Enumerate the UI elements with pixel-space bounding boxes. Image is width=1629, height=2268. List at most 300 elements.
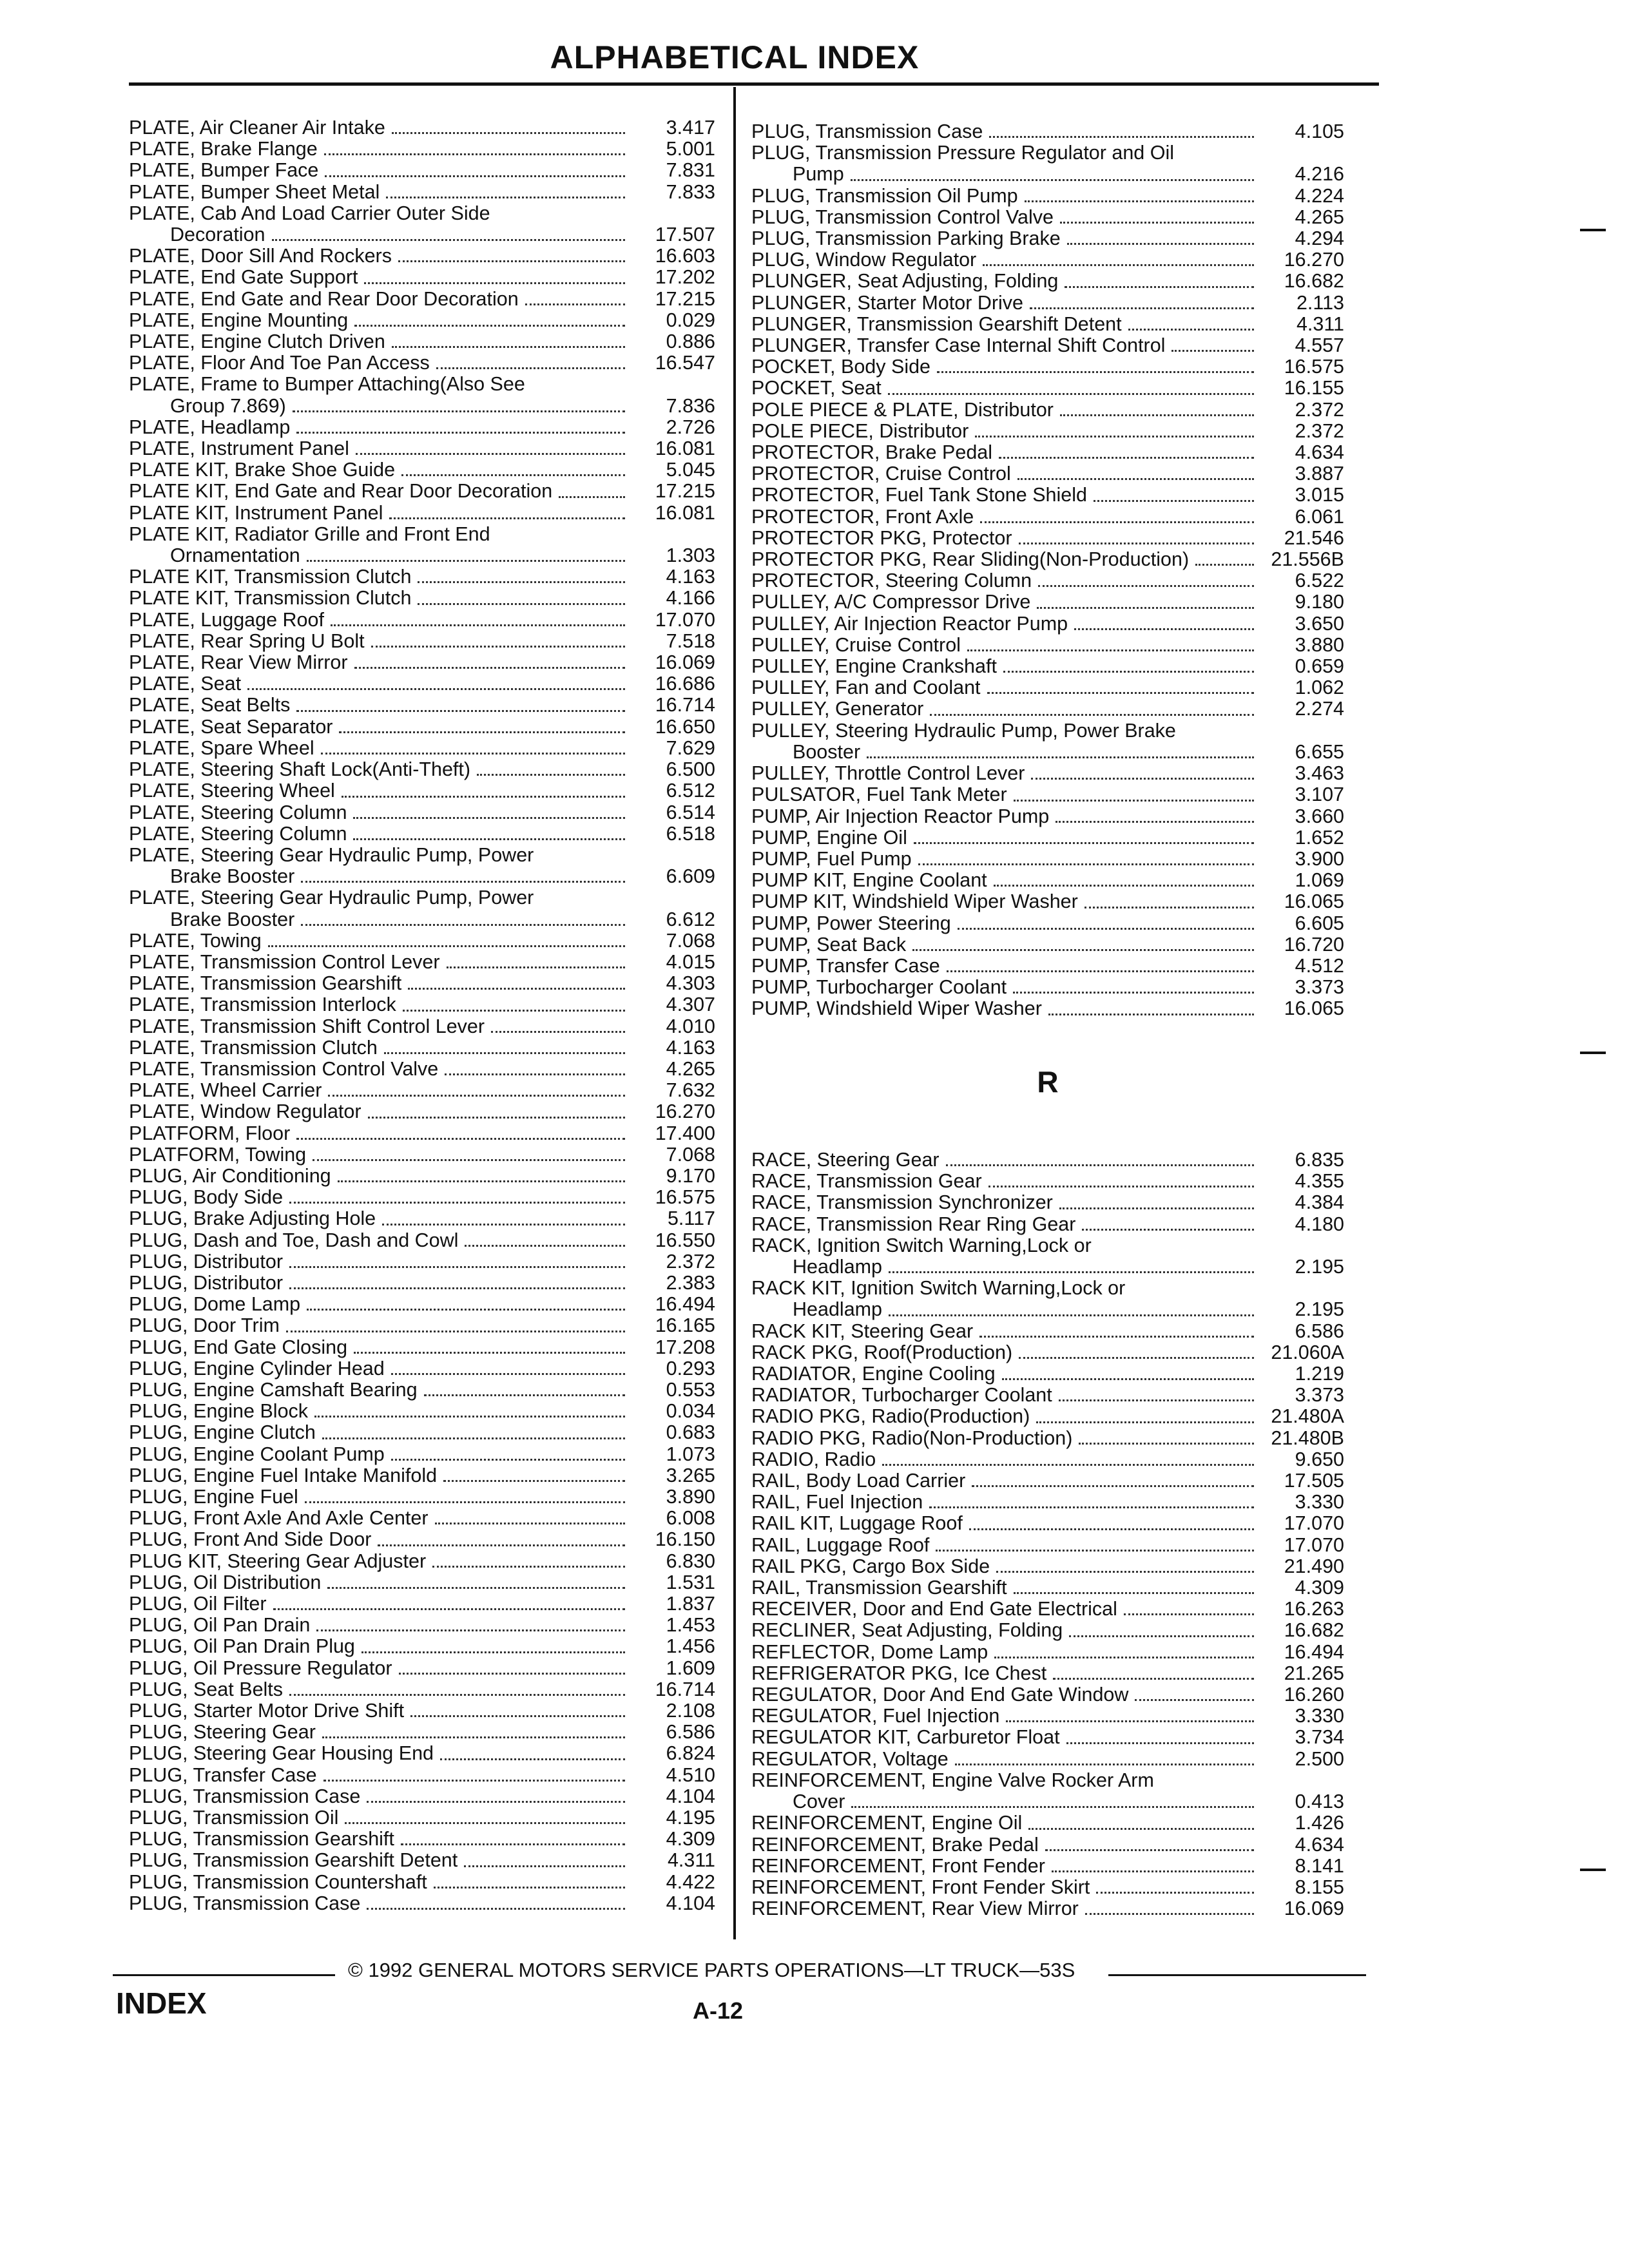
entry-reference-number: 6.824: [666, 1742, 715, 1765]
entry-name-first-line: PLATE KIT, Radiator Grille and Front End: [129, 523, 490, 545]
index-entry: [129, 823, 715, 845]
index-entry: [129, 1123, 715, 1144]
index-entry: [129, 1080, 715, 1101]
dot-leader: [1031, 773, 1254, 780]
entry-name: PLUG, Front Axle And Axle Center: [129, 1507, 429, 1530]
index-entry: [129, 1465, 715, 1486]
entry-reference-number: 21.060A: [1271, 1341, 1344, 1363]
footer-rule-right: [1108, 1974, 1366, 1976]
title-rule: [129, 82, 1379, 86]
entry-reference-number: 5.045: [666, 459, 715, 481]
dot-leader: [972, 1480, 1254, 1487]
index-entry-wrapped: [751, 1235, 1344, 1278]
dot-leader: [327, 1582, 625, 1589]
index-entry: [751, 399, 1344, 421]
entry-reference-number: 3.660: [1295, 805, 1344, 827]
dot-leader: [313, 1154, 625, 1161]
index-entry: [129, 1850, 715, 1871]
dot-leader: [1085, 1908, 1254, 1915]
footer-rule-left: [113, 1974, 335, 1976]
entry-name: PUMP, Windshield Wiper Washer: [751, 997, 1042, 1020]
dot-leader: [1059, 1202, 1254, 1209]
entry-name: PLUG, Dome Lamp: [129, 1293, 301, 1316]
entry-name: PLUG, Engine Coolant Pump: [129, 1443, 385, 1465]
entry-reference-number: 0.553: [666, 1378, 715, 1401]
entry-reference-number: 0.293: [666, 1357, 715, 1379]
index-entry: [751, 1812, 1344, 1834]
entry-reference-number: 4.307: [666, 994, 715, 1016]
dot-leader: [325, 170, 625, 177]
entry-name: RAIL KIT, Luggage Roof: [751, 1512, 963, 1535]
dot-leader: [1094, 495, 1254, 502]
entry-name: PLATE, End Gate and Rear Door Decoration: [129, 287, 519, 310]
index-entry: [751, 1470, 1344, 1492]
entry-name: PLATE, Headlamp: [129, 416, 291, 438]
entry-reference-number: 4.265: [666, 1057, 715, 1080]
entry-name: PULLEY, Fan and Coolant: [751, 677, 981, 699]
entry-name: PLATE, Seat Separator: [129, 715, 333, 738]
index-entry: [751, 1877, 1344, 1898]
index-entry: [751, 1684, 1344, 1706]
dot-leader: [418, 576, 625, 583]
index-entry: [129, 1273, 715, 1294]
index-entry: [129, 1508, 715, 1529]
entry-name: PROTECTOR, Fuel Tank Stone Shield: [751, 484, 1087, 506]
index-entry: [129, 331, 715, 352]
entry-reference-number: 1.219: [1295, 1363, 1344, 1385]
entry-name: PLUG, Starter Motor Drive Shift: [129, 1700, 405, 1722]
entry-reference-number: 3.107: [1295, 783, 1344, 806]
entry-name: PLUG, Air Conditioning: [129, 1164, 331, 1187]
entry-name: RADIATOR, Turbocharger Coolant: [751, 1384, 1052, 1407]
index-entry: [751, 998, 1344, 1019]
index-entry: [129, 1187, 715, 1208]
index-entry: [751, 1171, 1344, 1192]
entry-name: PULSATOR, Fuel Tank Meter: [751, 783, 1007, 806]
dot-leader: [445, 1068, 625, 1075]
index-entry: [751, 121, 1344, 142]
entry-name: PLUG, Oil Pan Drain: [129, 1614, 311, 1637]
entry-reference-number: 4.195: [666, 1807, 715, 1829]
dot-leader: [1045, 1844, 1254, 1851]
index-entry: [129, 1144, 715, 1166]
entry-name: PLATE, Transmission Shift Control Lever: [129, 1015, 485, 1037]
index-entry: [751, 827, 1344, 849]
entry-reference-number: 16.270: [1284, 249, 1344, 271]
dot-leader: [391, 1368, 625, 1375]
dot-leader: [356, 448, 625, 455]
dot-leader: [882, 1459, 1254, 1466]
entry-name: PLUG, Engine Block: [129, 1400, 309, 1423]
index-entry: [751, 698, 1344, 720]
index-entry-wrapped: [129, 374, 715, 416]
entry-reference-number: 2.195: [1295, 1256, 1344, 1278]
entry-reference-number: 17.070: [1284, 1512, 1344, 1535]
entry-name: PLUG, Door Trim: [129, 1314, 280, 1337]
dot-leader: [1195, 559, 1254, 566]
index-entry: [129, 588, 715, 609]
entry-reference-number: 1.531: [666, 1571, 715, 1593]
index-entry: [751, 293, 1344, 314]
index-entry: [129, 1658, 715, 1679]
entry-name: PLUG, Transmission Gearshift: [129, 1828, 394, 1850]
dot-leader: [969, 1523, 1254, 1530]
entry-name-first-line: PLATE, Steering Gear Hydraulic Pump, Power: [129, 843, 534, 866]
dot-leader: [914, 837, 1254, 844]
entry-name-first-line: PLATE, Steering Gear Hydraulic Pump, Power: [129, 887, 534, 909]
dot-leader: [889, 1309, 1254, 1316]
entry-name-first-line: REINFORCEMENT, Engine Valve Rocker Arm: [751, 1769, 1154, 1791]
dot-leader: [289, 1196, 625, 1204]
entry-reference-number: 3.330: [1295, 1491, 1344, 1514]
dot-leader: [382, 1218, 625, 1225]
entry-name: PLATE KIT, Transmission Clutch: [129, 566, 412, 588]
dot-leader: [464, 1860, 625, 1867]
index-entry: [129, 566, 715, 588]
dot-leader: [1055, 816, 1254, 823]
dot-leader: [1019, 1352, 1254, 1359]
dot-leader: [1067, 238, 1254, 245]
entry-reference-number: 4.634: [1295, 1833, 1344, 1856]
index-entry: [751, 1599, 1344, 1620]
index-entry: [129, 1572, 715, 1593]
entry-reference-number: 6.605: [1295, 912, 1344, 934]
dot-leader: [286, 1325, 625, 1332]
dot-leader: [1038, 580, 1254, 587]
entry-name: RADIATOR, Engine Cooling: [751, 1363, 996, 1385]
entry-reference-number: 3.330: [1295, 1705, 1344, 1727]
index-entry: [129, 780, 715, 802]
entry-reference-number: 17.215: [655, 480, 715, 503]
index-entry: [129, 160, 715, 181]
index-entry: [129, 1315, 715, 1336]
index-entry: [751, 271, 1344, 292]
dot-leader: [418, 598, 625, 605]
entry-reference-number: 6.586: [1295, 1320, 1344, 1342]
dot-leader: [1014, 1587, 1254, 1594]
index-entry: [129, 1722, 715, 1743]
index-entry: [129, 481, 715, 502]
index-entry: [751, 249, 1344, 271]
dot-leader: [440, 1753, 625, 1760]
entry-name: RACE, Transmission Synchronizer: [751, 1191, 1053, 1214]
entry-name: PLATE, Transmission Gearshift: [129, 972, 402, 995]
dot-leader: [1074, 623, 1254, 630]
entry-reference-number: 3.887: [1295, 463, 1344, 485]
entry-name: PROTECTOR, Brake Pedal: [751, 441, 993, 464]
entry-name: RECEIVER, Door and End Gate Electrical: [751, 1598, 1117, 1620]
dot-leader: [1025, 195, 1254, 202]
dot-leader: [1030, 302, 1254, 309]
index-entry: [129, 1700, 715, 1722]
dot-leader: [912, 944, 1254, 951]
entry-reference-number: 6.512: [666, 780, 715, 802]
entry-reference-number: 16.150: [655, 1528, 715, 1551]
dot-leader: [316, 1624, 625, 1631]
dot-leader: [339, 726, 625, 733]
entry-reference-number: 3.015: [1295, 484, 1344, 506]
index-entry: [751, 1706, 1344, 1727]
entry-name: PLATE, Rear Spring U Bolt: [129, 629, 365, 652]
index-entry: [751, 1192, 1344, 1213]
dot-leader: [389, 512, 625, 519]
entry-reference-number: 3.265: [666, 1464, 715, 1486]
entry-reference-number: 4.303: [666, 972, 715, 995]
index-entry: [129, 909, 715, 930]
index-entry: [129, 1529, 715, 1550]
index-entry: [129, 973, 715, 994]
dot-leader: [367, 1903, 625, 1910]
index-entry: [751, 1898, 1344, 1919]
entry-name: PLATFORM, Towing: [129, 1143, 307, 1166]
dot-leader: [946, 1159, 1254, 1166]
entry-name: RAIL, Fuel Injection: [751, 1491, 923, 1514]
entry-name: PLATE, Steering Wheel: [129, 780, 335, 802]
index-entry: [129, 438, 715, 459]
entry-reference-number: 16.155: [1284, 377, 1344, 399]
entry-name: POLE PIECE, Distributor: [751, 419, 969, 442]
dot-leader: [1003, 666, 1254, 673]
entry-name: PLATE, Engine Mounting: [129, 309, 349, 331]
dot-leader: [443, 1475, 625, 1482]
index-entry: [751, 1492, 1344, 1513]
dot-leader: [434, 1881, 625, 1888]
dot-leader: [338, 1175, 625, 1182]
entry-name-first-line: PULLEY, Steering Hydraulic Pump, Power Brake: [751, 719, 1176, 742]
dot-leader: [1028, 1823, 1254, 1830]
dot-leader: [1014, 794, 1254, 802]
entry-name: PLUG, Transmission Control Valve: [751, 206, 1054, 228]
dot-leader: [930, 709, 1254, 716]
entry-reference-number: 17.505: [1284, 1470, 1344, 1492]
entry-name: PLATE KIT, Instrument Panel: [129, 501, 383, 524]
index-entry: [751, 806, 1344, 827]
index-entry: [129, 802, 715, 823]
entry-name: PLUG, Oil Pressure Regulator: [129, 1657, 392, 1679]
dot-leader: [268, 940, 625, 947]
entry-name: RACK PKG, Roof(Production): [751, 1341, 1013, 1363]
entry-reference-number: 8.155: [1295, 1876, 1344, 1898]
index-entry: [751, 1385, 1344, 1406]
entry-name: PLUG, Transfer Case: [129, 1763, 317, 1786]
dot-leader: [296, 427, 625, 434]
entry-name: REINFORCEMENT, Rear View Mirror: [751, 1898, 1079, 1920]
entry-reference-number: 4.512: [1295, 954, 1344, 977]
index-entry: [129, 716, 715, 738]
entry-reference-number: 16.650: [655, 715, 715, 738]
entry-name: PLUG, Brake Adjusting Hole: [129, 1207, 376, 1230]
index-entry: [751, 549, 1344, 570]
entry-reference-number: 3.650: [1295, 612, 1344, 635]
entry-name: Brake Booster: [170, 908, 295, 930]
index-entry: [751, 934, 1344, 956]
left-index-column: [129, 117, 715, 1914]
index-entry-wrapped: [129, 845, 715, 887]
index-entry: [129, 1379, 715, 1401]
entry-name: PUMP, Turbocharger Coolant: [751, 976, 1007, 999]
entry-name: RADIO PKG, Radio(Production): [751, 1405, 1030, 1428]
index-entry: [751, 1342, 1344, 1363]
entry-reference-number: 21.265: [1284, 1662, 1344, 1684]
index-entry: [751, 1299, 1344, 1320]
entry-reference-number: 17.400: [655, 1122, 715, 1144]
entry-reference-number: 7.632: [666, 1079, 715, 1102]
entry-name: RECLINER, Seat Adjusting, Folding: [751, 1619, 1063, 1642]
entry-reference-number: 0.659: [1295, 655, 1344, 678]
index-entry: [751, 1577, 1344, 1599]
dot-leader: [1053, 1673, 1254, 1680]
entry-reference-number: 1.456: [666, 1635, 715, 1658]
entry-reference-number: 16.682: [1284, 270, 1344, 293]
entry-reference-number: 5.001: [666, 138, 715, 160]
entry-reference-number: 7.068: [666, 1143, 715, 1166]
entry-name: PLATE, Steering Shaft Lock(Anti-Theft): [129, 758, 471, 781]
index-entry: [751, 463, 1344, 485]
dot-leader: [289, 1689, 625, 1696]
entry-name: PUMP, Air Injection Reactor Pump: [751, 805, 1050, 827]
index-entry: [751, 1256, 1344, 1278]
entry-reference-number: 6.008: [666, 1507, 715, 1530]
entry-reference-number: 3.373: [1295, 976, 1344, 999]
entry-name: PLUG, Transmission Oil Pump: [751, 184, 1018, 207]
entry-name: PLUG, Distributor: [129, 1271, 283, 1294]
entry-name: PULLEY, Air Injection Reactor Pump: [751, 612, 1068, 635]
index-entry: [751, 207, 1344, 228]
index-entry: [751, 1642, 1344, 1663]
dot-leader: [342, 791, 625, 798]
index-entry: [129, 759, 715, 780]
dot-leader: [410, 1710, 625, 1717]
dot-leader: [851, 1801, 1254, 1808]
entry-name: RAIL PKG, Cargo Box Side: [751, 1555, 990, 1577]
entry-reference-number: 17.215: [655, 287, 715, 310]
entry-name: PLUG, Oil Pan Drain Plug: [129, 1635, 355, 1658]
dot-leader: [399, 1667, 625, 1675]
dot-leader: [323, 1774, 625, 1782]
entry-name: PLUG, Transmission Parking Brake: [751, 227, 1061, 250]
entry-name: PLATE, Bumper Sheet Metal: [129, 180, 380, 203]
dot-leader: [936, 1544, 1254, 1552]
entry-name: RADIO PKG, Radio(Non-Production): [751, 1427, 1073, 1449]
index-entry: [129, 1037, 715, 1059]
index-entry: [751, 1149, 1344, 1171]
entry-reference-number: 1.453: [666, 1614, 715, 1637]
index-entry: [129, 1358, 715, 1379]
index-entry-wrapped: [129, 887, 715, 930]
index-entry: [129, 930, 715, 952]
entry-name: Headlamp: [793, 1298, 883, 1321]
entry-name: PLATE, Floor And Toe Pan Access: [129, 352, 430, 374]
entry-name: PUMP, Transfer Case: [751, 954, 940, 977]
index-entry: [751, 421, 1344, 442]
index-entry: [129, 1230, 715, 1251]
index-entry: [129, 1101, 715, 1122]
entry-reference-number: 1.609: [666, 1657, 715, 1679]
right-index-column-p: [751, 121, 1344, 1020]
dot-leader: [289, 1261, 625, 1268]
index-entry: [751, 913, 1344, 934]
entry-name: PLUG, Transmission Oil: [129, 1807, 339, 1829]
entry-name: Group 7.869): [170, 394, 286, 417]
entry-name: PLATE, Window Regulator: [129, 1100, 361, 1123]
entry-name: PLUG, Steering Gear Housing End: [129, 1742, 434, 1765]
entry-reference-number: 1.652: [1295, 826, 1344, 849]
dot-leader: [525, 298, 625, 305]
entry-reference-number: 21.556B: [1271, 548, 1344, 571]
dot-leader: [386, 191, 625, 198]
entry-name: Ornamentation: [170, 544, 300, 567]
entry-reference-number: 4.634: [1295, 441, 1344, 464]
entry-name: PLATE, Seat Belts: [129, 694, 291, 716]
index-entry: [129, 1593, 715, 1615]
dot-leader: [1079, 1437, 1254, 1445]
dot-leader: [983, 259, 1254, 266]
dot-leader: [307, 555, 625, 562]
dot-leader: [980, 516, 1254, 523]
entry-reference-number: 2.383: [666, 1271, 715, 1294]
index-entry-wrapped: [751, 1770, 1344, 1812]
index-entry-wrapped: [751, 1278, 1344, 1320]
entry-reference-number: 9.180: [1295, 591, 1344, 613]
index-entry: [751, 613, 1344, 635]
entry-name: PLUG, Window Regulator: [751, 249, 977, 271]
entry-reference-number: 21.480A: [1271, 1405, 1344, 1428]
entry-reference-number: 6.586: [666, 1721, 715, 1744]
index-entry: [129, 1872, 715, 1893]
index-entry: [129, 738, 715, 759]
entry-name: PUMP, Fuel Pump: [751, 847, 912, 870]
dot-leader: [918, 858, 1254, 865]
dot-leader: [1135, 1694, 1254, 1701]
entry-name: PLATE, End Gate Support: [129, 266, 358, 289]
entry-reference-number: 2.113: [1296, 291, 1344, 314]
entry-name: PUMP, Engine Oil: [751, 826, 907, 849]
entry-reference-number: 7.833: [666, 180, 715, 203]
entry-name: POCKET, Body Side: [751, 356, 931, 378]
entry-name: PLATE, Luggage Roof: [129, 608, 324, 631]
index-entry: [129, 396, 715, 417]
entry-reference-number: 17.070: [1284, 1533, 1344, 1556]
entry-name: PLATE KIT, End Gate and Rear Door Decoration: [129, 480, 553, 503]
index-entry: [129, 1294, 715, 1315]
entry-name: PLATE, Steering Column: [129, 822, 347, 845]
dot-leader: [1084, 901, 1254, 908]
entry-name: PLATE, Air Cleaner Air Intake: [129, 117, 385, 139]
entry-name-first-line: PLUG, Transmission Pressure Regulator and Oil: [751, 142, 1175, 164]
entry-name: PLATE, Instrument Panel: [129, 437, 349, 460]
dot-leader: [888, 388, 1254, 395]
entry-reference-number: 4.166: [666, 587, 715, 610]
dot-leader: [354, 662, 625, 669]
index-entry: [751, 1214, 1344, 1235]
dot-leader: [408, 983, 625, 990]
entry-name: PLUG, Transmission Gearshift Detent: [129, 1849, 458, 1872]
index-entry: [751, 635, 1344, 656]
index-entry: [129, 182, 715, 203]
index-entry: [129, 673, 715, 695]
entry-name: PLUG, Oil Filter: [129, 1593, 267, 1615]
entry-reference-number: 21.546: [1284, 526, 1344, 549]
entry-name: PROTECTOR PKG, Protector: [751, 526, 1012, 549]
index-entry: [751, 677, 1344, 698]
entry-reference-number: 1.426: [1295, 1812, 1344, 1834]
entry-name: PLUG, Transmission Case: [129, 1892, 361, 1914]
entry-reference-number: 1.062: [1295, 677, 1344, 699]
entry-reference-number: 16.686: [655, 673, 715, 695]
dot-leader: [937, 366, 1254, 373]
entry-reference-number: 4.104: [666, 1892, 715, 1914]
dot-leader: [929, 1501, 1254, 1508]
